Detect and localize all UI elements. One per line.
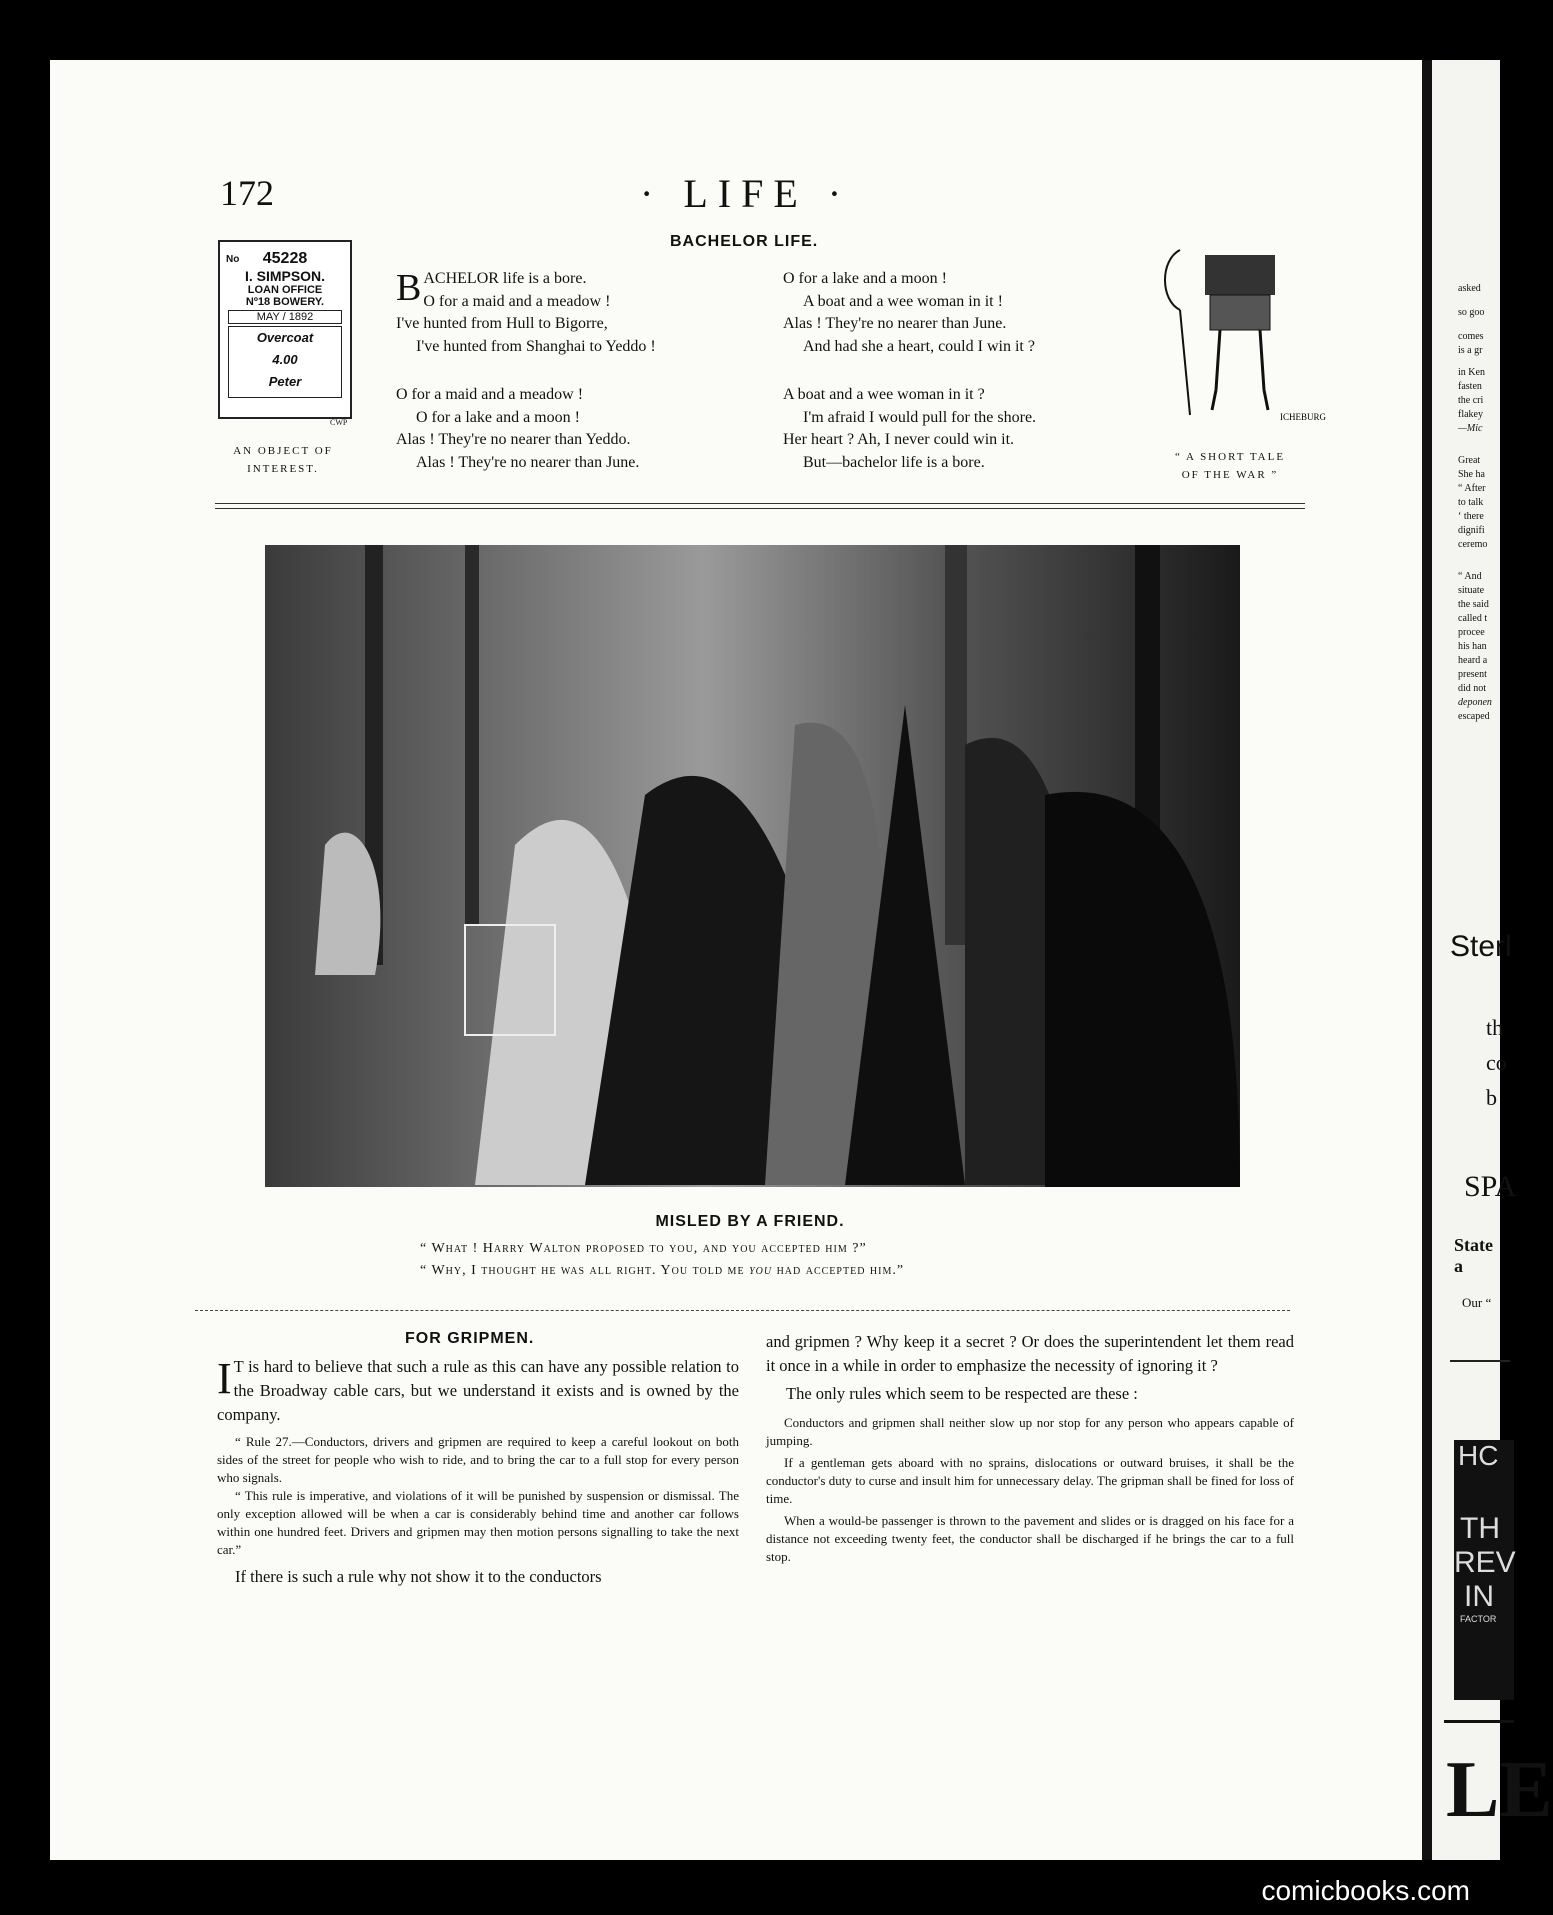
fragment: —Mic [1458, 423, 1483, 434]
masthead: · LIFE · [640, 171, 852, 216]
fragment: ceremo [1458, 539, 1488, 550]
page-gutter [1422, 60, 1432, 1860]
fragment: She ha [1458, 469, 1485, 480]
fragment: procee [1458, 627, 1485, 638]
ad-factor: FACTOR [1460, 1614, 1497, 1624]
gripmen-rule-quote [217, 1433, 739, 1559]
bachelor-line: I've hunted from Shanghai to Yeddo ! [416, 337, 656, 355]
adjacent-th: th [1486, 1015, 1504, 1040]
adjacent-our: Our “ [1462, 1295, 1492, 1310]
gripmen-intro-text: T is hard to believe that such a rule as this can have any possible relation to the Broadway cable cars, but we understand it exists and is owned by the company. [217, 1357, 739, 1424]
bachelor-line: O for a lake and a moon ! [783, 270, 947, 287]
adjacent-co: co [1486, 1050, 1507, 1075]
bachelor-line: Alas ! They're no nearer than June. [783, 315, 1007, 332]
bachelor-column-1 [396, 268, 736, 474]
fragment: “ After [1458, 483, 1486, 494]
ticket-office: LOAN OFFICE [247, 284, 323, 296]
fragment: “ And [1458, 571, 1482, 582]
short-tale-caption-line1: “ A SHORT TALE [1174, 451, 1286, 463]
divider [195, 1310, 1290, 1311]
ticket-caption-line1: AN OBJECT OF [233, 445, 333, 457]
illustration-caption-line2 [420, 1263, 904, 1279]
fragment: heard a [1458, 655, 1488, 666]
ticket-caption [208, 442, 358, 478]
pawn-ticket [218, 240, 352, 419]
gripmen-col2-p2: The only rules which seem to be respected are these : [786, 1384, 1138, 1403]
illustration-art [265, 545, 1240, 1187]
adjacent-ad-block [1454, 1440, 1514, 1700]
ticket-hand1: Overcoat [256, 330, 314, 345]
caption-line2-start: “ Why, I thought he was all right. You told me [420, 1263, 750, 1278]
ticket-caption-line2: INTEREST. [247, 463, 319, 475]
adjacent-divider [1450, 1360, 1510, 1362]
fragment: deponen [1458, 697, 1492, 708]
bachelor-line: A boat and a wee woman in it ? [783, 386, 985, 403]
fragment: dignifi [1458, 525, 1485, 536]
caption-line2-emphasis: you [749, 1263, 773, 1278]
adjacent-state: State a [1454, 1235, 1493, 1276]
gripmen-dropcap: I [217, 1354, 232, 1403]
fragment: to talk [1458, 497, 1484, 508]
rule-27-continued: “ This rule is imperative, and violations of it will be punished by suspension or dismissal. The only exception allowed will be when a car is considerably behind time and another car follows within one hundred feet. Drivers and gripmen may then motion persons signalling to take the next car.” [217, 1488, 739, 1557]
ticket-hand3: Peter [268, 374, 302, 389]
gripmen-title: FOR GRIPMEN. [405, 1330, 535, 1347]
adjacent-page [1432, 60, 1553, 1860]
ticket-signature: CWP [330, 418, 348, 427]
adjacent-sterling: Sterl [1450, 930, 1512, 963]
gripmen-intro [217, 1355, 739, 1427]
cartoon-signature: ICHEBURG [1280, 412, 1327, 422]
bachelor-dropcap: B [396, 267, 422, 309]
fragment: situate [1458, 585, 1485, 596]
bachelor-column-2 [783, 268, 1123, 474]
ticket-name: I. SIMPSON. [244, 268, 326, 284]
fragment: called t [1458, 613, 1488, 624]
short-tale-cartoon [1150, 240, 1330, 430]
short-tale-caption [1150, 448, 1310, 484]
bachelor-line: Alas ! They're no nearer than Yeddo. [396, 431, 631, 448]
fragment: ‘ there [1458, 511, 1484, 522]
bachelor-title: BACHELOR LIFE. [670, 233, 819, 250]
caption-line2-end: had accepted him.” [772, 1263, 905, 1278]
bachelor-line: ACHELOR life is a bore. [423, 270, 587, 287]
fragment: escaped [1458, 711, 1490, 722]
fragment: the cri [1458, 395, 1484, 406]
rule-27: “ Rule 27.—Conductors, drivers and gripmen are required to keep a careful lookout on both sides of the street for people who wish to ride, and to bring the car to a full stop for every person who signals. [217, 1434, 739, 1485]
page-number: 172 [220, 173, 274, 213]
gripmen-column-1 [217, 1355, 739, 1589]
ticket-hand2: 4.00 [272, 352, 298, 367]
fragment: Great [1458, 455, 1481, 466]
fragment: flakey [1458, 409, 1483, 420]
fragment: comes [1458, 331, 1484, 342]
bachelor-line: Her heart ? Ah, I never could win it. [783, 431, 1015, 448]
adjacent-column-fragments [1458, 282, 1492, 724]
bachelor-line: A boat and a wee woman in it ! [803, 292, 1003, 310]
fragment: is a gr [1458, 345, 1483, 356]
adjacent-spa: SPA [1464, 1170, 1517, 1203]
ad-rev: REV [1454, 1546, 1516, 1579]
bachelor-line: I'm afraid I would pull for the shore. [803, 408, 1037, 426]
gripmen-respected-rules [766, 1414, 1294, 1566]
fragment: the said [1458, 599, 1489, 610]
bachelor-line: O for a lake and a moon ! [416, 408, 580, 426]
fragment: his han [1458, 641, 1487, 652]
gripmen-para-end: If there is such a rule why not show it to the conductors [235, 1567, 602, 1586]
fragment: present [1458, 669, 1487, 680]
adjacent-le: LE [1446, 1746, 1553, 1834]
ticket-address: Nº18 BOWERY. [245, 296, 325, 308]
ticket-number: 45228 [262, 250, 308, 267]
illustration-caption-line1: “ What ! Harry Walton proposed to you, and you accepted him ?” [420, 1241, 867, 1256]
adjacent-divider [1444, 1720, 1514, 1723]
bachelor-line: O for a maid and a meadow ! [423, 292, 611, 310]
gripmen-column-2 [766, 1330, 1294, 1566]
divider [215, 503, 1305, 504]
ad-in: IN [1464, 1580, 1494, 1613]
adjacent-b: b [1486, 1085, 1497, 1110]
illustration-title: MISLED BY A FRIEND. [655, 1213, 845, 1230]
gripmen-col2-p1: and gripmen ? Why keep it a secret ? Or does the superintendent let them read it once in a while in order to emphasize the necessity of ignoring it ? [766, 1332, 1294, 1375]
ticket-handwritten [228, 326, 342, 398]
bachelor-line: But—bachelor life is a bore. [803, 453, 985, 471]
bachelor-line: I've hunted from Hull to Bigorre, [396, 315, 608, 332]
bachelor-line: Alas ! They're no nearer than June. [416, 453, 640, 471]
rule-c: When a would-be passenger is thrown to the pavement and slides or is dragged on his face for a distance not exceeding twenty feet, the conductor shall be discharged if he brings the car to a full stop. [766, 1513, 1294, 1564]
fragment: asked [1458, 283, 1481, 294]
bachelor-line: O for a maid and a meadow ! [396, 386, 584, 403]
ticket-no: No [226, 254, 240, 265]
rule-b: If a gentleman gets aboard with no sprains, dislocations or outward bruises, it shall be the conductor's duty to curse and insult him for unnecessary delay. The gripman shall be fined for loss of time. [766, 1455, 1294, 1506]
fragment: so goo [1458, 307, 1485, 318]
ad-th: TH [1460, 1512, 1500, 1545]
rule-a: Conductors and gripmen shall neither slow up nor stop for any person who appears capable of jumping. [766, 1415, 1294, 1448]
divider [215, 508, 1305, 509]
fragment: fasten [1458, 381, 1482, 392]
ticket-date: MAY / 1892 [228, 310, 342, 324]
fragment: in Ken [1458, 367, 1485, 378]
bachelor-line: And had she a heart, could I win it ? [803, 337, 1035, 355]
misled-illustration [265, 545, 1240, 1187]
ad-h: HC [1458, 1440, 1499, 1471]
short-tale-caption-line2: OF THE WAR ” [1181, 469, 1279, 481]
fragment: did not [1458, 683, 1487, 694]
watermark: comicbooks.com [1261, 1875, 1470, 1906]
